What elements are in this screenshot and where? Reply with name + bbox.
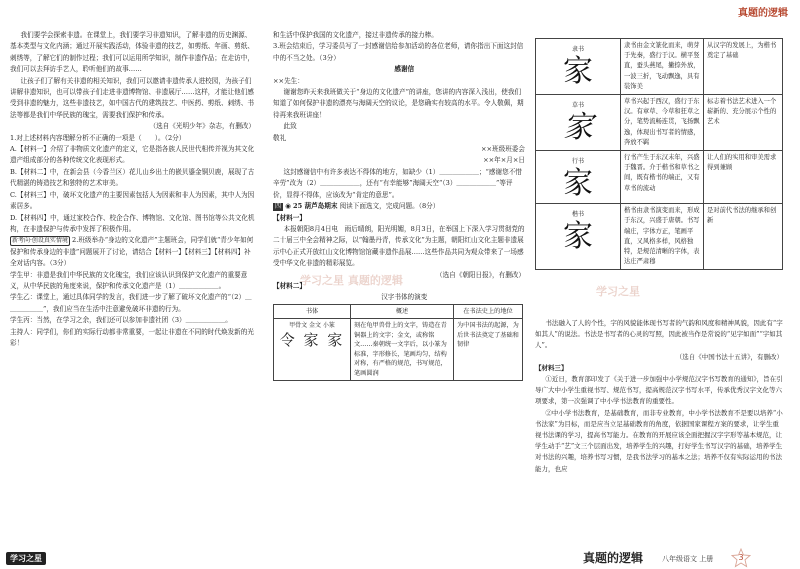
dialog-student-b: 学生乙：课堂上，通过具体同学的发言，我们进一步了解了破坏文化遗产的“（2）＿＿＿＿＿＿”，我们应当在生活中注意避免破坏非遗的行为。 — [10, 293, 252, 313]
footer-book-title: 八年级语文 上册 — [662, 555, 714, 563]
material-1-text: 本报朝阳8月4日电 雨后晴朗，阳光明媚，8月3日，在举国上下深入学习贯彻党的二十届三中全会精神之际，以“翰墨丹青，传承文化”为主题，朝阳红山文化主题非遗展示中心正式开放红山文化博物馆馆藏非遗作品展……这些作品共同为观众带来了一场感受中华文化非遗的精彩展览。 — [273, 224, 525, 268]
table-title: 汉字书体的演变 — [381, 293, 428, 302]
script-sample — [536, 204, 621, 270]
option-d: D.【材料四】中，通过家校合作、校企合作、博物馆、文化馆、图书馆等公共文化机构，在非遗保护与传承中发挥了积极作用。 — [10, 213, 255, 233]
letter-body: 谢谢您昨天来我班做关于“身边的文化遗产”的讲座，您讲的内容深入浅出，使我们知道了如何保护非遗的漂亮与海阔天空的议论，是您确实有较高的水平。令人敬佩，期待再来我班讲座！ — [273, 88, 524, 119]
calligraphy-row-running — [536, 151, 783, 204]
continued-text: 和生活中保护我国的文化遗产，接过非遗传承的接力棒。 — [273, 31, 438, 39]
script-name: 草书 — [571, 102, 584, 110]
brand-watermark: 学习之星 真题的逻辑 — [300, 274, 403, 287]
calligraphy-source: （选自《中国书法十五讲》，有删改） — [675, 352, 783, 361]
material-1-label: 【材料一】 — [273, 213, 306, 222]
letter-closing-2: 敬礼 — [273, 133, 287, 142]
script-name: 行书 — [571, 158, 584, 166]
script-status: 让人们的实用和审美需求得到兼顾 — [704, 151, 783, 204]
footer-brand: 真题的逻辑 — [583, 551, 644, 565]
publisher-logo: 学习之星 — [6, 552, 46, 565]
script-glyph: 家 — [563, 166, 593, 202]
dialog-student-a: 学生甲：非遗是我们中华民族的文化瑰宝，我们应该认识到保护文化遗产的重要意义，从中华民族的角度来说，保护和传承文化遗产是（1）＿＿＿＿＿＿。 — [10, 270, 248, 290]
section-4-tag: 四 — [275, 203, 282, 211]
script-name: 隶书 — [571, 46, 584, 53]
letter-title: 感谢信 — [394, 65, 415, 74]
material-3-paragraph-2: ②中小学书法教育，是基础教育，而非专业教育，中小学书法教育不是要以培养“小书法家”为目标，而是应当立足基础教育的角度，依据国家课程方案的要求，让学生重视书法课的学习，提高书写能力。在教育的开展应该全面把握汉字字形等基本规范，让学生动手“艺”文三个层面出发，培养学生的兴趣，打好学生书写汉字的基础，培养学生对书法的兴趣，培养书写习惯，是我书法学习的基本之法；培养不仅有实际运用的书法能力，也应 — [535, 408, 783, 473]
script-sample — [536, 151, 621, 204]
script-name: 楷书 — [571, 211, 584, 219]
letter-salutation: ××先生： — [273, 76, 304, 85]
table-header-status: 在书法史上的地位 — [454, 304, 523, 319]
right-column-text — [535, 318, 783, 475]
script-glyph: 家 — [563, 54, 593, 90]
calligraphy-row-cursive — [536, 95, 783, 151]
script-status: 从汉字的发展上，为楷书奠定了基础 — [704, 39, 783, 95]
location-pin-icon: ◉ — [285, 202, 291, 211]
page-number-text: 3 — [738, 553, 744, 562]
letter-closing-1: 此致 — [283, 122, 297, 131]
question-2-text: 2.班级举办“身边的文化遗产”主题班会，同学们就“青少年如何保护和传承身边的非遗”问题展开了讨论，请结合【材料一】【材料三】【材料四】补全对话内容。（3分） — [10, 236, 254, 268]
calligraphy-table — [535, 38, 783, 270]
question-2 — [10, 235, 255, 269]
table-header-script: 书体 — [274, 304, 351, 319]
early-script-glyphs: 令 家 家 — [279, 330, 345, 349]
brand-watermark: 学习之星 — [596, 285, 640, 298]
script-description: 行书产生于东汉末年，兴盛于魏晋。介于楷书和草书之间，既有楷书的端正，又有草书的流动 — [621, 151, 704, 204]
new-direction-tag: 新考向·创设真实情境 — [12, 237, 68, 245]
script-status: 是对前代书法的继承和创新 — [704, 204, 783, 270]
script-glyph: 家 — [563, 110, 593, 146]
page-number — [733, 550, 749, 566]
early-script-names: 甲骨文 金文 小篆 — [289, 322, 335, 330]
script-description: 草书兴起于西汉，盛行于东汉。有章草、今草和狂草之分，笔势流畅连贯，飞扬飘逸，体现出书写者的情感，奔放不羁 — [621, 95, 704, 151]
dialog-host: 主持人：同学们，你们的实际行动都非常重要，一起让非遗在不同的时代焕发新的光彩！ — [10, 327, 254, 347]
page-footer — [0, 547, 800, 569]
intro-paragraph-2: 让孩子们了解有关非遗的相关知识，我们可以邀请非遗传承人进校园，为孩子们讲解非遗知识，也可以带孩子们走进非遗博物馆、非遗展厅……这样，才能让他们感受到非遗的魅力，这些非遗技艺，如中国古代的建筑技艺、中医药、剪纸、刺绣、书法等都是我们中华民族的瑰宝，需要我们保护和传承。 — [10, 76, 254, 119]
script-sample — [536, 95, 621, 151]
material-1-source: （选自《朝阳日报》，有删改） — [435, 270, 525, 279]
material-3-paragraph-1: ①近日，教育部印发了《关于进一步加强中小学规范汉字书写教育的通知》，旨在引导广大中小学生重视书写、规范书写，提高规范汉字书写水平，传承优秀汉字文化等六项要求，第一次强调了中小学书法教育的重要性。 — [535, 375, 783, 406]
intro-paragraph: 我们要学会探索非遗。在课堂上，我们要学习非遗知识，了解非遗的历史渊源、基本类型与文化内涵；通过开展实践活动，体验非遗的技艺，如剪纸、年画、剪纸、刺绣等，了解它们的制作过程；我们可以运用所学知识，制作非遗作品；在走访中，我们可以去拜访手艺人，聆听他们的故事…… — [10, 31, 254, 74]
section-4-location: 25 葫芦岛期末 — [293, 202, 338, 211]
calligraphy-paragraph: 书法融入了人的个性，字的风貌能体现书写者的气韵和风度和精神风貌，因此有“字如其人”的说法。书法是书写者的心灵的写照，因此被当作是常说的“见字如面”“字如其人”。 — [535, 319, 783, 350]
script-description: 楷书由隶书演变而来，形成于东汉，兴盛于唐朝。书写端庄，字体方正，笔画平直，又风格多样，风格独特，是规范清晰的字体，表达庄严肃穆 — [621, 204, 704, 270]
section-4-heading — [273, 201, 525, 212]
letter-date: ××年×月×日 — [483, 156, 525, 165]
table-header-overview: 概述 — [351, 304, 454, 319]
calligraphy-row-regular — [536, 204, 783, 270]
script-sample — [536, 39, 621, 95]
dialog-student-c: 学生丙：当然，在学习之余，我们还可以参加非遗社团（3）＿＿＿＿＿＿。 — [10, 316, 232, 325]
middle-column — [273, 30, 525, 381]
calligraphy-row-clerical — [536, 39, 783, 95]
material-3-label: 【材料三】 — [535, 363, 568, 372]
question-3: 3.班会结束后，学习委员写了一封感谢信给参加活动的各位老师，请你指出下面这封信中的不当之处。（3分） — [273, 42, 524, 62]
question-3-fix: 这封感谢信中有许多表达不得体的地方，如缺少（1）＿＿＿＿＿＿；“感谢您不惜辛劳”改为（2）＿＿＿＿＿＿，还有“有幸能够”海阔天空“（3）＿＿＿＿＿＿”等评价，显得不得体，应该改为“肯定的意思”。 — [273, 167, 522, 199]
table-cell-status: 为中国书法的起源，为后世书法奠定了基础和韧律 — [454, 319, 523, 381]
letter-sign: ××班级班委会 — [480, 145, 525, 154]
section-4-instruction: 阅读下面选文，完成问题。（8分） — [339, 202, 440, 211]
script-glyph: 家 — [563, 219, 593, 255]
table-cell-scripts — [274, 319, 351, 381]
option-a: A.【材料一】介绍了非物质文化遗产的定义，它是指各族人民世代相传并视为其文化遗产组成部分的各种传统文化表现形式。 — [10, 145, 255, 165]
script-description: 隶书由金文篆化而来，萌芽于先秦，盛行于汉。横平竖直，蚕头燕尾，撇捺外放，一波三折，飞动飘逸，具有装饰美 — [621, 39, 704, 95]
question-1: 1.对上述材料内容理解分析不正确的一项是（ ）。（2分） — [10, 133, 186, 142]
material-2-label: 【材料二】 — [273, 281, 306, 290]
left-column — [10, 30, 255, 349]
series-header: 真题的逻辑 — [738, 8, 788, 19]
script-status: 标志着书法艺术进入一个崭新的、充分展示个性的艺术 — [704, 95, 783, 151]
script-evolution-table — [273, 304, 523, 382]
table-cell-overview: 刻在龟甲兽骨上的文字，铸造在青铜器上的文字；金文，或称铭文……秦朝统一文字后，以小篆为标准，字形修长，笔画均匀，结构对称，有严格的规范，书写规范，笔画圆润 — [351, 319, 454, 381]
option-b: B.【材料二】中，在新会县（今香兰区）花儿山乡出土的嵌贝鎏金铜贝鹿，展现了古代精湛的铸造技艺和独特的艺术审美。 — [10, 167, 255, 188]
option-c: C.【材料三】中，破坏文化遗产的主要因素包括人为因素和非人为因素，其中人为因素居多。 — [10, 190, 255, 211]
source-note: （选自《光明少年》杂志，有删改） — [149, 122, 255, 131]
